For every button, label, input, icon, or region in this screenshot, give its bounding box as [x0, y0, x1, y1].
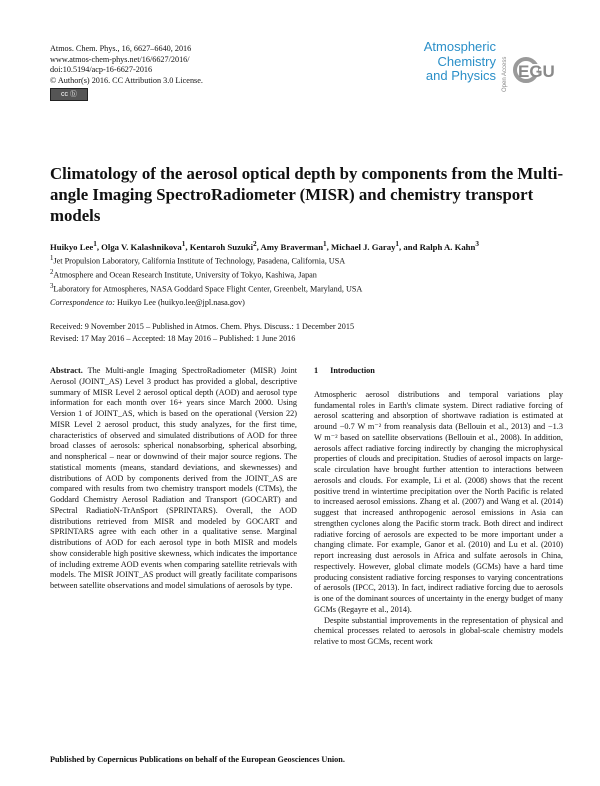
author: Michael J. Garay$^1$ [331, 240, 400, 252]
journal-logo[interactable] [400, 40, 560, 98]
introduction [314, 366, 563, 648]
affiliation: $^3$Laboratory for Atmospheres, NASA Goddard Space Flight Center, Greenbelt, Maryland, USA [50, 282, 363, 294]
correspondence-email[interactable]: Huikyo Lee (huikyo.lee@jpl.nasa.gov) [117, 298, 245, 307]
author: Ralph A. Kahn$^3$ [419, 240, 479, 252]
open-access-icon [500, 40, 508, 92]
affiliation: $^2$Atmosphere and Ocean Research Institute, University of Tokyo, Kashiwa, Japan [50, 268, 317, 280]
intro-paragraph: Despite substantial improvements in the representation of physical and chemical processes related to aerosols in global-scale chemistry models relative to most GCMs, recent work [314, 615, 563, 646]
abstract-label: Abstract. [50, 366, 83, 375]
journal-logo-text: Atmospheric Chemistry and Physics [423, 39, 496, 83]
doi[interactable]: doi:10.5194/acp-16-6627-2016 [50, 65, 153, 75]
cc-license-icon[interactable]: cc ⓑ [50, 88, 88, 101]
author: Olga V. Kalashnikova$^1$ [101, 240, 186, 252]
author: Amy Braverman$^1$ [260, 240, 327, 252]
copyright: © Author(s) 2016. CC Attribution 3.0 License. [50, 75, 203, 85]
svg-text:EGU: EGU [518, 62, 555, 81]
journal-url[interactable]: www.atmos-chem-phys.net/16/6627/2016/ [50, 54, 190, 64]
section-heading: 1 Introduction [314, 366, 375, 375]
abstract [50, 366, 297, 592]
abstract-text: The Multi-angle Imaging SpectroRadiometer (MISR) Joint Aerosol (JOINT_AS) Level 3 product has provided a global, descriptive summary of MISR Level 2 aerosol optical depth (AOD) and aerosol type information for each month over 16+ years since March 2000. Using Version 1 of JOINT_AS, which is based on the operational (Version 22) MISR Level 2 aerosol product, this study analyzes, for the first time, characteristics of observed and simulated distributions of AOD for three broad classes of aerosols: spherical nonabsorbing, spherical absorbing, and nonspherical – near or downwind of their major source regions. The statistical moments (means, standard deviations, and skewnesses) and distributions of AOD by components derived from the JOINT_AS are compared with results from two chemistry transport models (CTMs), the Goddard Chemistry Aerosol Radiation and Transport (GOCART) and SPectral RadiatioN-TrAnSport (SPRINTARS). Overall, the AOD distributions retrieved from MISR and modeled by GOCART and SPRINTARS agree with each other in a qualitative sense. Marginal distributions of AOD for each aerosol type in both MISR and models show considerable high positive skewness, which indicates the importance of including extreme AOD events when comparing satellite retrievals with models. The MISR JOINT_AS product will greatly facilitate comparisons between satellite observations and model simulations of aerosols by type. [50, 366, 298, 590]
svg-text:Open Access: Open Access [502, 56, 508, 92]
journal-citation: Atmos. Chem. Phys., 16, 6627–6640, 2016 [50, 44, 192, 53]
affiliations [50, 253, 570, 295]
publication-dates: Received: 9 November 2015 – Published in Atmos. Chem. Phys. Discuss.: 1 December 2015 Revised: 17 May 2016 – Accepted: 18 May 2016 – Published: 1 June 2016 [50, 322, 355, 343]
egu-logo-icon [512, 50, 562, 90]
author-list: Huikyo Lee$^1$, Olga V. Kalashnikova$^1$, Kentaroh Suzuki$^2$, Amy Braverman$^1$, Michael J. Garay$^1$, and Ralph A. Kahn$^3$ [50, 240, 479, 252]
paper-title: Climatology of the aerosol optical depth by components from the Multi-angle Imaging SpectroRadiometer (MISR) and chemistry transport models [50, 164, 564, 225]
publisher-footer: Published by Copernicus Publications on behalf of the European Geosciences Union. [50, 755, 345, 764]
correspondence: Correspondence to: Huikyo Lee (huikyo.lee@jpl.nasa.gov) [50, 298, 245, 307]
journal-meta [50, 44, 203, 101]
affiliation: $^1$Jet Propulsion Laboratory, California Institute of Technology, Pasadena, California, USA [50, 255, 346, 266]
author: Kentaroh Suzuki$^2$ [189, 240, 257, 252]
intro-paragraph: Atmospheric aerosol distributions and temporal variations play fundamental roles in Earth's climate system. Direct radiative forcing of aerosol scattering and absorption of shortwave radiation is estimated at around −0.7 W m⁻² from reanalysis data (Bellouin et al., 2013) and −1.3 W m⁻² based on satellite observations (Bellouin et al., 2008). In addition, aerosols affect radiative forcing indirectly by changing the microphysical properties of clouds and precipitation. Studies of aerosol impacts on large-scale circulation have brought further attention to interactions between aerosols and clouds. For example, Li et al. (2008) shows that the recent positive trend in wintertime precipitation over the North Pacific is related to increased aerosol emissions. Zhang et al. (2007) and Wang et al. (2014) suggest that increased anthropogenic aerosol emissions in Asia can strengthen cyclones along the Pacific storm track. Both direct and indirect radiative forcing of aerosols are expected to be more important under a changing climate. For example, Ganor et al. (2010) and Lu et al. (2010) report increasing dust aerosols in Africa and sulfate aerosols in China, respectively. However, global climate models (GCMs) have a hard time producing consistent radiative forcing responses to varying concentrations of aerosols (IPCC, 2013). In fact, indirect radiative forcing due to aerosols is one of the dominant sources of uncertainty in the energy budget of many GCMs (Regayre et al., 2014). [314, 389, 563, 614]
author: Huikyo Lee$^1$ [50, 240, 97, 252]
